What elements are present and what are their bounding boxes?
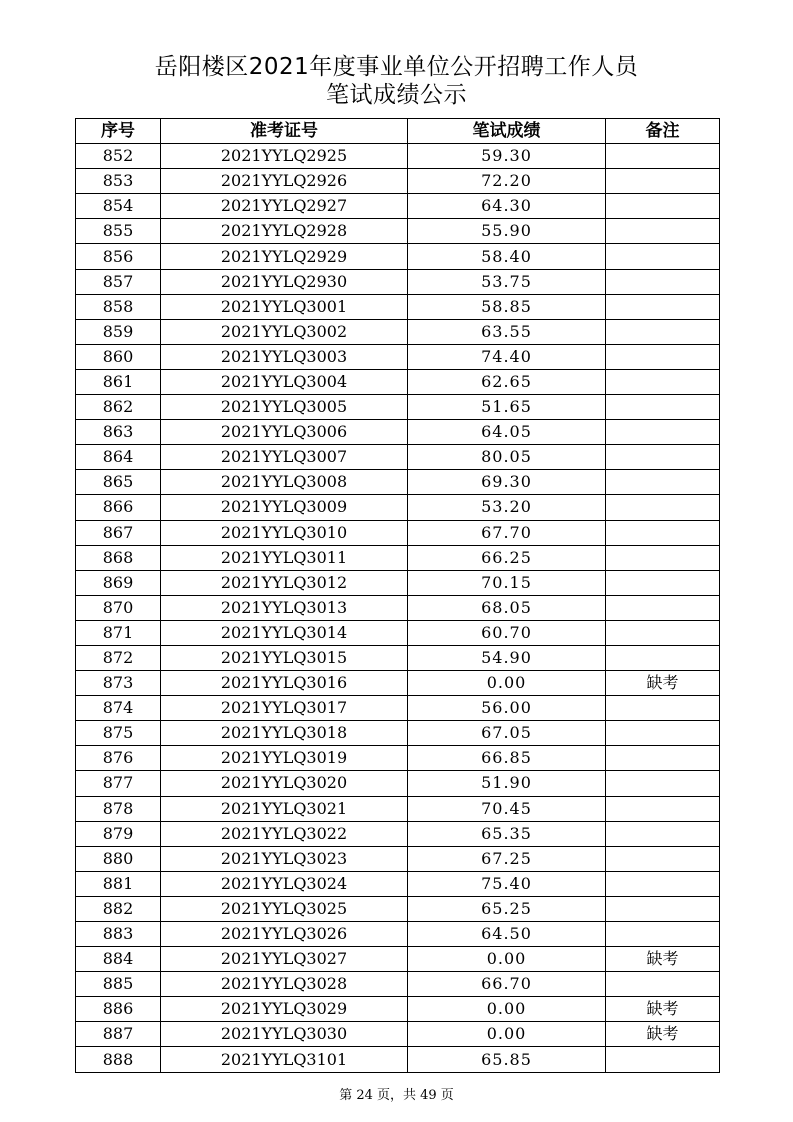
exam-id-cell: 2021YYLQ3022 [161, 821, 408, 846]
serial-number-cell: 866 [76, 495, 161, 520]
exam-id-cell: 2021YYLQ3020 [161, 771, 408, 796]
header-written-score: 笔试成绩 [408, 119, 606, 144]
serial-number-cell: 861 [76, 369, 161, 394]
remark-cell [606, 896, 720, 921]
table-row [76, 319, 720, 344]
table-row [76, 244, 720, 269]
header-remarks: 备注 [606, 119, 720, 144]
remark-cell [606, 972, 720, 997]
exam-id-cell: 2021YYLQ3003 [161, 344, 408, 369]
exam-id-cell: 2021YYLQ3006 [161, 420, 408, 445]
score-cell: 67.05 [408, 721, 606, 746]
remark-cell [606, 595, 720, 620]
table-row [76, 269, 720, 294]
table-row [76, 1022, 720, 1047]
remark-cell [606, 696, 720, 721]
serial-number-cell: 864 [76, 445, 161, 470]
serial-number-cell: 884 [76, 947, 161, 972]
table-row [76, 369, 720, 394]
table-row [76, 671, 720, 696]
serial-number-cell: 885 [76, 972, 161, 997]
serial-number-cell: 875 [76, 721, 161, 746]
score-cell: 60.70 [408, 620, 606, 645]
serial-number-cell: 857 [76, 269, 161, 294]
remark-cell [606, 871, 720, 896]
serial-number-cell: 880 [76, 846, 161, 871]
table-row [76, 771, 720, 796]
table-row [76, 545, 720, 570]
score-cell: 67.70 [408, 520, 606, 545]
remark-cell [606, 846, 720, 871]
serial-number-cell: 863 [76, 420, 161, 445]
exam-id-cell: 2021YYLQ3023 [161, 846, 408, 871]
remark-cell [606, 219, 720, 244]
serial-number-cell: 874 [76, 696, 161, 721]
score-cell: 74.40 [408, 344, 606, 369]
score-cell: 75.40 [408, 871, 606, 896]
score-cell: 55.90 [408, 219, 606, 244]
serial-number-cell: 870 [76, 595, 161, 620]
score-cell: 56.00 [408, 696, 606, 721]
exam-id-cell: 2021YYLQ3016 [161, 671, 408, 696]
remark-cell [606, 269, 720, 294]
remark-cell: 缺考 [606, 947, 720, 972]
table-row [76, 144, 720, 169]
remark-cell [606, 520, 720, 545]
score-cell: 63.55 [408, 319, 606, 344]
exam-id-cell: 2021YYLQ2925 [161, 144, 408, 169]
remark-cell [606, 369, 720, 394]
score-cell: 58.85 [408, 294, 606, 319]
serial-number-cell: 887 [76, 1022, 161, 1047]
exam-id-cell: 2021YYLQ2930 [161, 269, 408, 294]
score-cell: 65.25 [408, 896, 606, 921]
score-cell: 59.30 [408, 144, 606, 169]
remark-cell [606, 244, 720, 269]
serial-number-cell: 876 [76, 746, 161, 771]
score-cell: 0.00 [408, 997, 606, 1022]
serial-number-cell: 873 [76, 671, 161, 696]
exam-id-cell: 2021YYLQ3018 [161, 721, 408, 746]
table-row [76, 721, 720, 746]
score-cell: 54.90 [408, 645, 606, 670]
table-row [76, 696, 720, 721]
table-row [76, 470, 720, 495]
serial-number-cell: 867 [76, 520, 161, 545]
table-row [76, 495, 720, 520]
score-cell: 51.90 [408, 771, 606, 796]
score-cell: 64.50 [408, 922, 606, 947]
remark-cell [606, 144, 720, 169]
table-row [76, 595, 720, 620]
exam-id-cell: 2021YYLQ3008 [161, 470, 408, 495]
remark-cell [606, 922, 720, 947]
exam-id-cell: 2021YYLQ2929 [161, 244, 408, 269]
exam-id-cell: 2021YYLQ3030 [161, 1022, 408, 1047]
score-cell: 0.00 [408, 1022, 606, 1047]
table-row [76, 520, 720, 545]
exam-id-cell: 2021YYLQ3027 [161, 947, 408, 972]
table-row [76, 169, 720, 194]
table-row [76, 219, 720, 244]
table-row [76, 997, 720, 1022]
exam-id-cell: 2021YYLQ3025 [161, 896, 408, 921]
page-title: 岳阳楼区2021年度事业单位公开招聘工作人员 [154, 54, 639, 80]
exam-id-cell: 2021YYLQ3005 [161, 395, 408, 420]
score-cell: 66.25 [408, 545, 606, 570]
score-cell: 65.35 [408, 821, 606, 846]
exam-id-cell: 2021YYLQ2926 [161, 169, 408, 194]
remark-cell [606, 1047, 720, 1072]
exam-id-cell: 2021YYLQ3010 [161, 520, 408, 545]
remark-cell [606, 395, 720, 420]
table-row [76, 570, 720, 595]
exam-id-cell: 2021YYLQ3001 [161, 294, 408, 319]
exam-id-cell: 2021YYLQ3026 [161, 922, 408, 947]
serial-number-cell: 868 [76, 545, 161, 570]
score-cell: 65.85 [408, 1047, 606, 1072]
remark-cell [606, 545, 720, 570]
exam-id-cell: 2021YYLQ3021 [161, 796, 408, 821]
exam-id-cell: 2021YYLQ3002 [161, 319, 408, 344]
exam-id-cell: 2021YYLQ3101 [161, 1047, 408, 1072]
score-cell: 66.70 [408, 972, 606, 997]
serial-number-cell: 862 [76, 395, 161, 420]
remark-cell [606, 645, 720, 670]
serial-number-cell: 865 [76, 470, 161, 495]
remark-cell [606, 344, 720, 369]
table-row [76, 746, 720, 771]
remark-cell: 缺考 [606, 1022, 720, 1047]
remark-cell [606, 796, 720, 821]
serial-number-cell: 871 [76, 620, 161, 645]
remark-cell [606, 721, 720, 746]
remark-cell [606, 169, 720, 194]
exam-id-cell: 2021YYLQ2928 [161, 219, 408, 244]
score-cell: 0.00 [408, 671, 606, 696]
exam-id-cell: 2021YYLQ3019 [161, 746, 408, 771]
score-cell: 69.30 [408, 470, 606, 495]
table-header-row [76, 119, 720, 144]
exam-id-cell: 2021YYLQ3013 [161, 595, 408, 620]
table-row [76, 344, 720, 369]
table-row [76, 821, 720, 846]
serial-number-cell: 855 [76, 219, 161, 244]
header-serial-number: 序号 [76, 119, 161, 144]
serial-number-cell: 872 [76, 645, 161, 670]
table-row [76, 294, 720, 319]
exam-id-cell: 2021YYLQ2927 [161, 194, 408, 219]
remark-cell [606, 470, 720, 495]
remark-cell [606, 570, 720, 595]
remark-cell [606, 746, 720, 771]
remark-cell [606, 821, 720, 846]
remark-cell: 缺考 [606, 997, 720, 1022]
table-row [76, 395, 720, 420]
serial-number-cell: 877 [76, 771, 161, 796]
serial-number-cell: 881 [76, 871, 161, 896]
table-row [76, 846, 720, 871]
exam-id-cell: 2021YYLQ3029 [161, 997, 408, 1022]
exam-id-cell: 2021YYLQ3007 [161, 445, 408, 470]
score-cell: 64.05 [408, 420, 606, 445]
remark-cell [606, 495, 720, 520]
serial-number-cell: 878 [76, 796, 161, 821]
score-cell: 53.75 [408, 269, 606, 294]
serial-number-cell: 879 [76, 821, 161, 846]
page-subtitle: 笔试成绩公示 [326, 82, 467, 108]
serial-number-cell: 859 [76, 319, 161, 344]
table-row [76, 445, 720, 470]
score-cell: 72.20 [408, 169, 606, 194]
exam-id-cell: 2021YYLQ3011 [161, 545, 408, 570]
table-row [76, 420, 720, 445]
remark-cell [606, 319, 720, 344]
table-body [76, 144, 720, 1072]
serial-number-cell: 888 [76, 1047, 161, 1072]
serial-number-cell: 882 [76, 896, 161, 921]
remark-cell [606, 620, 720, 645]
serial-number-cell: 858 [76, 294, 161, 319]
score-cell: 66.85 [408, 746, 606, 771]
table-row [76, 194, 720, 219]
serial-number-cell: 853 [76, 169, 161, 194]
table-row [76, 796, 720, 821]
serial-number-cell: 860 [76, 344, 161, 369]
score-cell: 67.25 [408, 846, 606, 871]
score-cell: 53.20 [408, 495, 606, 520]
table-row [76, 922, 720, 947]
serial-number-cell: 883 [76, 922, 161, 947]
remark-cell [606, 294, 720, 319]
table-row [76, 972, 720, 997]
table-row [76, 1047, 720, 1072]
remark-cell [606, 420, 720, 445]
serial-number-cell: 852 [76, 144, 161, 169]
table-row [76, 645, 720, 670]
table-row [76, 896, 720, 921]
remark-cell: 缺考 [606, 671, 720, 696]
remark-cell [606, 194, 720, 219]
score-cell: 68.05 [408, 595, 606, 620]
score-cell: 80.05 [408, 445, 606, 470]
exam-id-cell: 2021YYLQ3024 [161, 871, 408, 896]
remark-cell [606, 445, 720, 470]
exam-id-cell: 2021YYLQ3028 [161, 972, 408, 997]
score-cell: 62.65 [408, 369, 606, 394]
remark-cell [606, 771, 720, 796]
exam-id-cell: 2021YYLQ3015 [161, 645, 408, 670]
score-cell: 58.40 [408, 244, 606, 269]
score-cell: 70.45 [408, 796, 606, 821]
page-footer: 第 24 页，共 49 页 [339, 1088, 454, 1103]
exam-id-cell: 2021YYLQ3014 [161, 620, 408, 645]
score-cell: 70.15 [408, 570, 606, 595]
serial-number-cell: 854 [76, 194, 161, 219]
serial-number-cell: 886 [76, 997, 161, 1022]
table-row [76, 947, 720, 972]
exam-id-cell: 2021YYLQ3012 [161, 570, 408, 595]
header-exam-id: 准考证号 [161, 119, 408, 144]
table-row [76, 620, 720, 645]
exam-id-cell: 2021YYLQ3017 [161, 696, 408, 721]
serial-number-cell: 856 [76, 244, 161, 269]
score-cell: 51.65 [408, 395, 606, 420]
score-cell: 0.00 [408, 947, 606, 972]
exam-id-cell: 2021YYLQ3009 [161, 495, 408, 520]
score-table [75, 118, 720, 1073]
serial-number-cell: 869 [76, 570, 161, 595]
score-cell: 64.30 [408, 194, 606, 219]
exam-id-cell: 2021YYLQ3004 [161, 369, 408, 394]
table-row [76, 871, 720, 896]
